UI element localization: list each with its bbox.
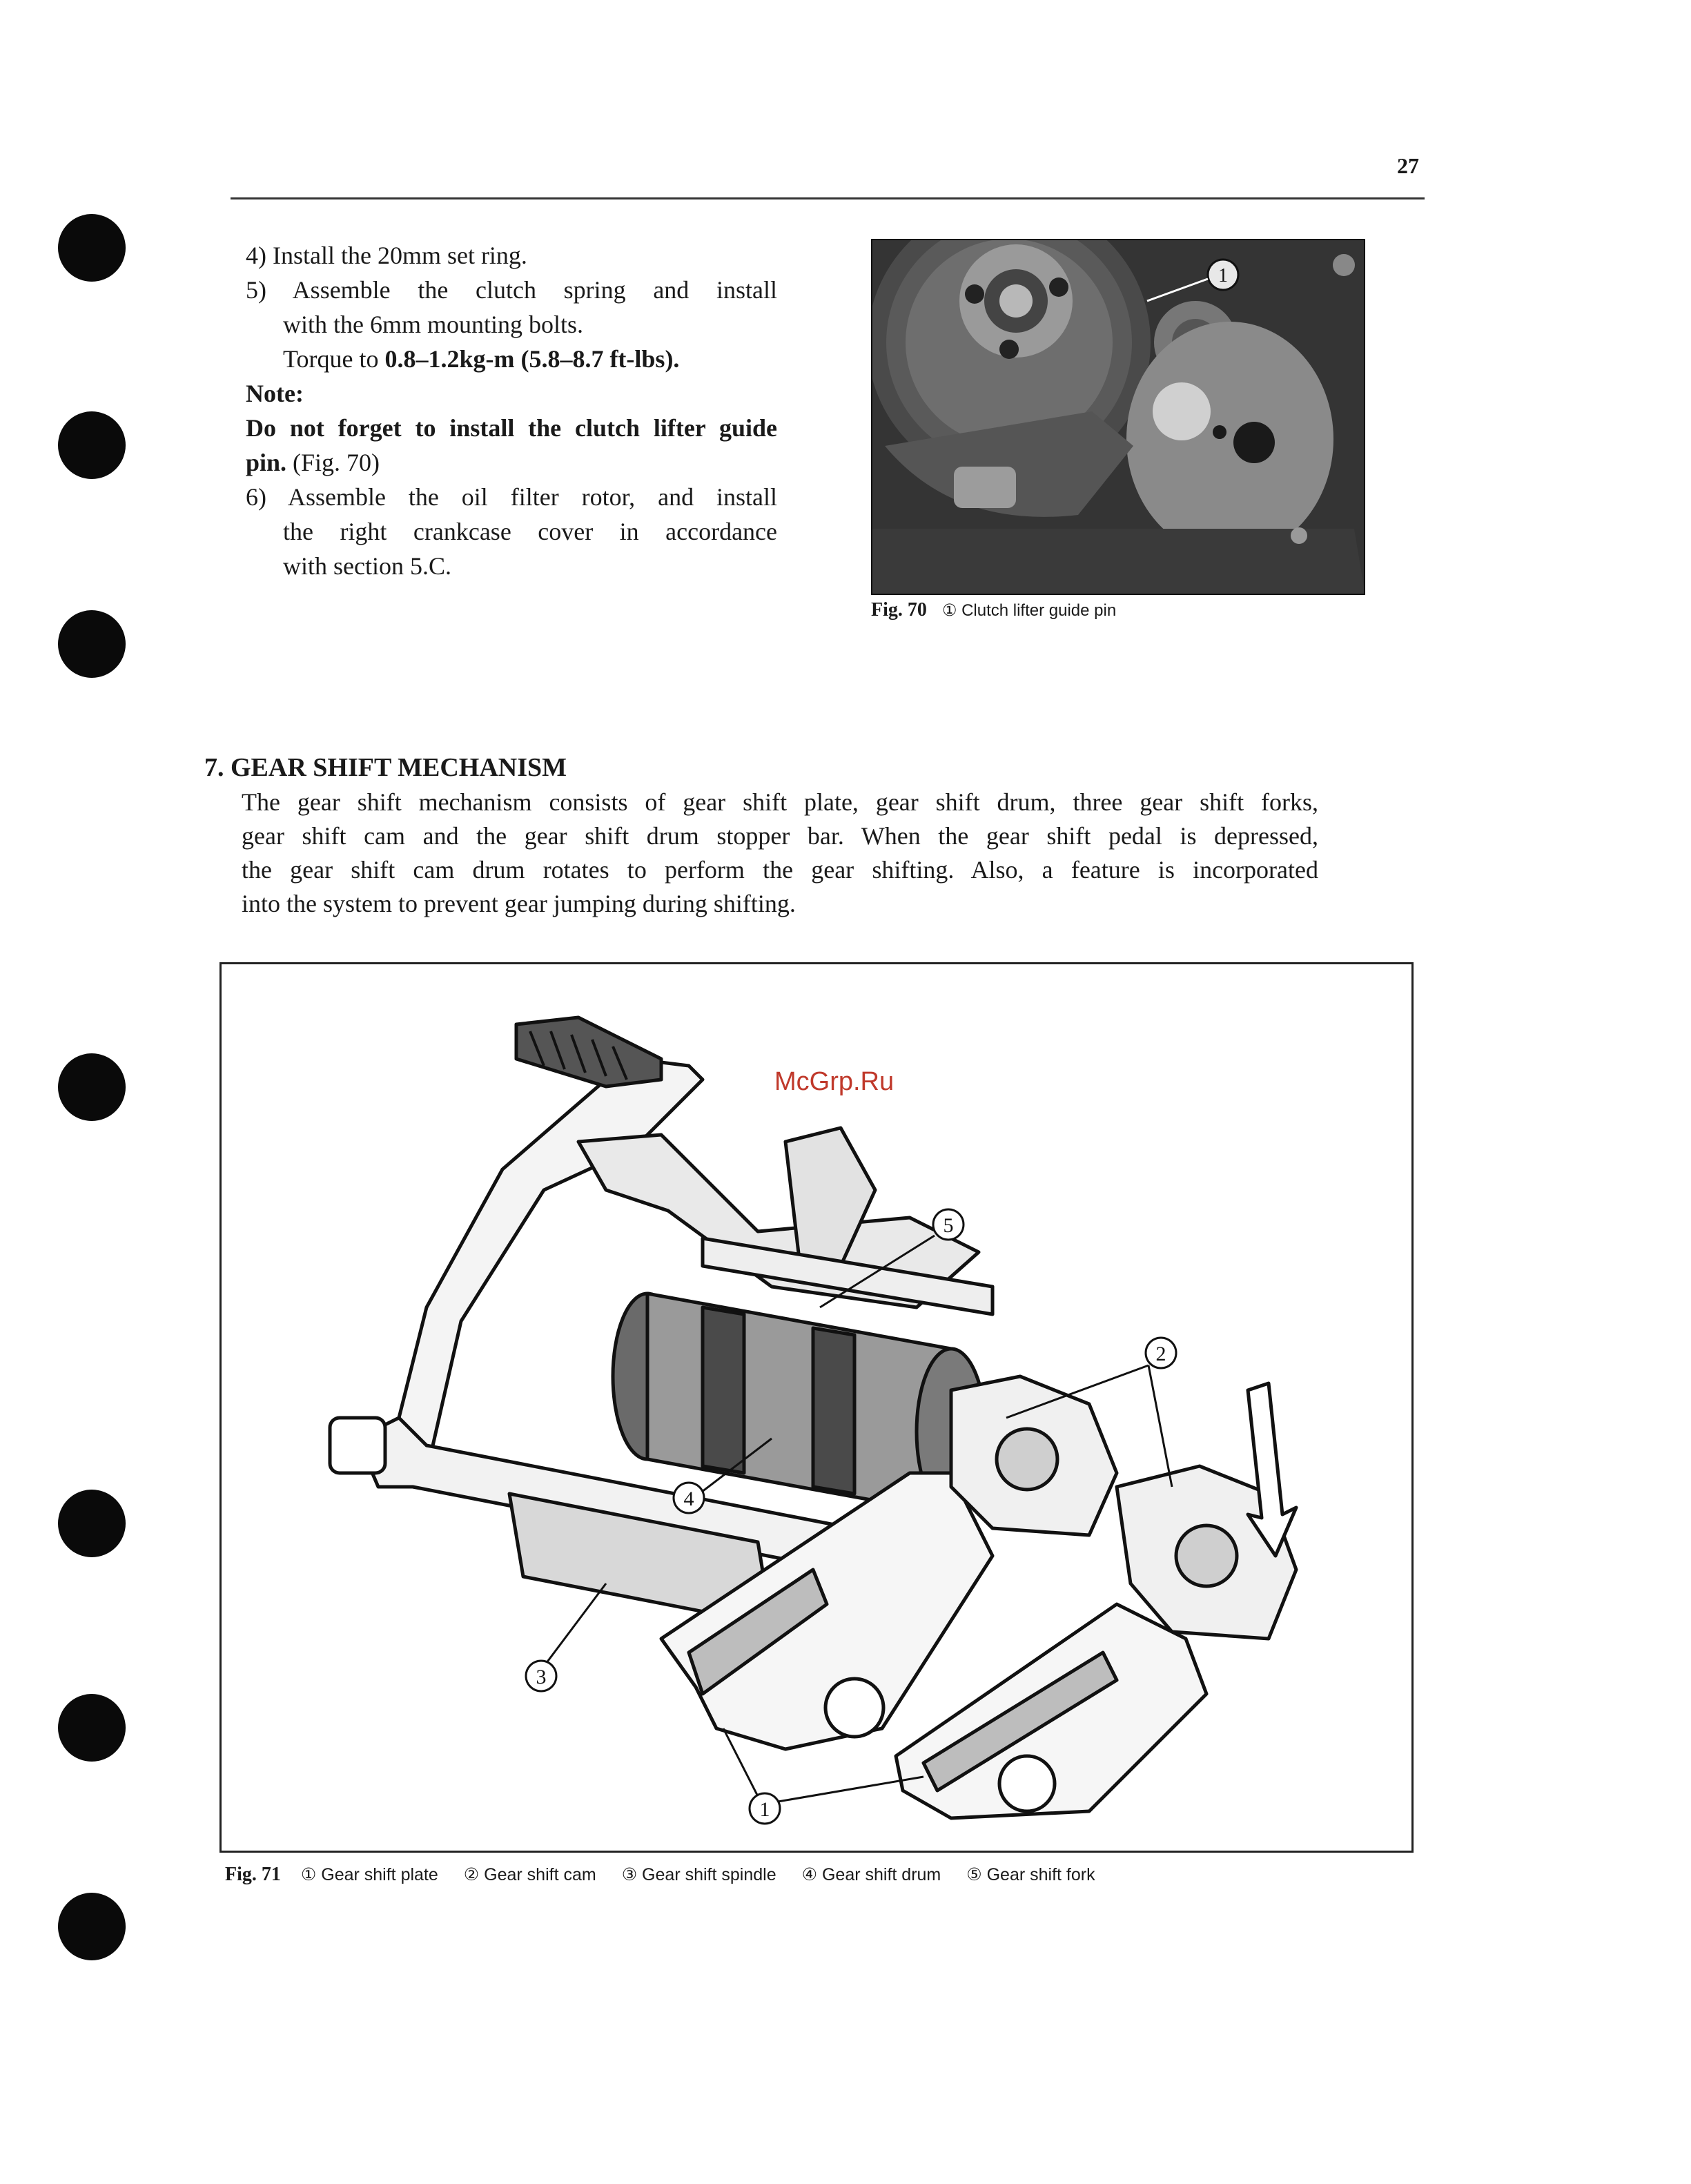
punch-hole — [58, 610, 126, 678]
punch-hole — [58, 1053, 126, 1121]
step-5-cont: with the 6mm mounting bolts. — [283, 311, 584, 338]
fig70-text: ① Clutch lifter guide pin — [941, 601, 1117, 620]
callout-4: 4 — [683, 1488, 694, 1510]
callout-5: 5 — [943, 1214, 954, 1237]
torque-label: Torque to — [283, 345, 385, 373]
section-heading: 7. GEAR SHIFT MECHANISM — [204, 753, 567, 782]
step-6: 6) Assemble the oil filter rotor, and install — [246, 483, 777, 511]
callout-2: 2 — [1155, 1343, 1166, 1365]
fig71-caption — [225, 1864, 1116, 1886]
fig71-item-4: ④ Gear shift drum — [801, 1865, 941, 1884]
step-4: 4) Install the 20mm set ring. — [246, 242, 527, 269]
section-body — [242, 786, 1318, 921]
fig71-item-2: ② Gear shift cam — [463, 1865, 596, 1884]
note-pin: pin. — [246, 449, 287, 476]
note-label: Note: — [246, 380, 304, 407]
note-text: Do not forget to install the clutch lifter guide — [246, 414, 777, 442]
punch-hole — [58, 214, 126, 282]
torque-value: 0.8–1.2kg-m (5.8–8.7 ft-lbs). — [384, 345, 680, 373]
clutch-photo — [871, 239, 1365, 595]
page-number: 27 — [1397, 153, 1419, 178]
install-steps — [246, 238, 777, 583]
section-line-2: gear shift cam and the gear shift drum stopper bar. When the gear shift pedal is depressed, — [242, 822, 1318, 850]
punch-hole — [58, 1694, 126, 1762]
fig70-caption — [871, 599, 1116, 621]
fig71-item-5: ⑤ Gear shift fork — [966, 1865, 1095, 1884]
watermark: McGrp.Ru — [774, 1067, 895, 1096]
punch-hole — [58, 411, 126, 479]
fig70-label: Fig. 70 — [871, 599, 927, 621]
step-5: 5) Assemble the clutch spring and install — [246, 276, 777, 304]
header-rule — [231, 197, 1425, 199]
callout-3: 3 — [536, 1666, 547, 1688]
note-text-cont — [246, 445, 777, 480]
callout-1: 1 — [759, 1798, 770, 1821]
punch-hole — [58, 1893, 126, 1960]
fig71-label: Fig. 71 — [225, 1864, 281, 1885]
section-line-3: the gear shift cam drum rotates to perform the gear shifting. Also, a feature is incorporated — [242, 856, 1318, 884]
step-6-cont: the right crankcase cover in accordance — [283, 518, 777, 545]
step-6-cont-2: with section 5.C. — [283, 552, 451, 580]
fig71-item-3: ③ Gear shift spindle — [621, 1865, 776, 1884]
fig71-item-1: ① Gear shift plate — [300, 1865, 438, 1884]
note-figure-ref: (Fig. 70) — [286, 449, 380, 476]
section-line-4: into the system to prevent gear jumping during shifting. — [242, 890, 796, 917]
punch-hole — [58, 1490, 126, 1557]
fig70-callout: 1 — [1218, 265, 1228, 286]
section-line-1: The gear shift mechanism consists of gear shift plate, gear shift drum, three gear shift forks, — [242, 788, 1318, 816]
torque-spec — [246, 342, 777, 376]
